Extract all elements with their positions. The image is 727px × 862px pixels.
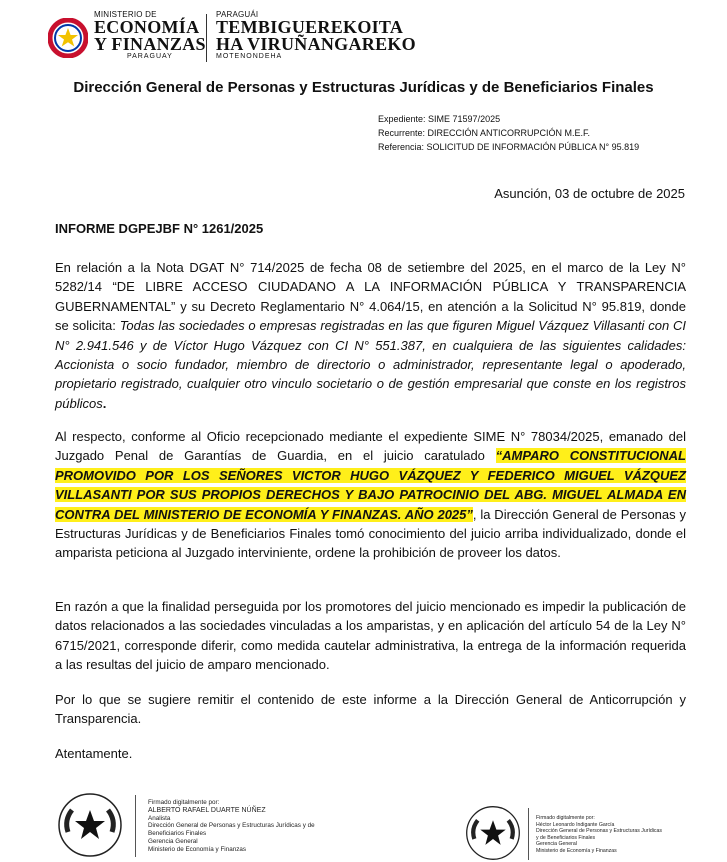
sig2-ministry: Ministerio de Economía y Finanzas: [536, 847, 617, 854]
closing: Atentamente.: [55, 746, 133, 761]
page-title: Dirección General de Personas y Estructuras Jurídicas y de Beneficiarios Finales: [73, 79, 654, 96]
sig2-dept: Gerencia General: [536, 841, 577, 848]
paragraph-1: [55, 258, 686, 413]
signature-1: [148, 799, 318, 854]
ministry-logo: [48, 10, 418, 66]
logo-small-right: PARAGUÁI: [216, 10, 259, 19]
paraguay-emblem-icon: [48, 18, 88, 58]
ref-recurrente: Recurrente: DIRECCIÓN ANTICORRUPCIÓN M.E.F.: [378, 127, 591, 138]
logo-line1-left: ECONOMÍA: [94, 17, 200, 37]
sig1-dept: Gerencia General: [148, 837, 198, 845]
informe-title: INFORME DGPEJBF N° 1261/2025: [55, 221, 264, 236]
ref-referencia: Referencia: SOLICITUD DE INFORMACIÓN PÚBLICA N° 95.819: [378, 141, 640, 152]
sig1-role: Analista: [148, 814, 171, 822]
sig2-name: Héctor Leonardo Indigante García: [536, 821, 615, 828]
p2-text: Al respecto, conforme al Oficio recepcionado mediante el expediente SIME N° 78034/2025, emanado del Juzgado Penal de Garantías de Guardia, en el juicio caratulado: [55, 429, 686, 464]
p2-highlighted-case: “AMPARO CONSTITUCIONAL PROMOVIDO POR LOS SEÑORES VICTOR HUGO VÁZQUEZ Y FEDERICO MIGUEL VÁZQUEZ VILLASANTI POR SUS PROPIOS DERECHOS Y BAJO PATROCINIO DEL ABG. MIGUEL ALMADA EN CONTRA DEL MINISTERIO DE ECONOMÍA Y FINANZAS. AÑO 2025”: [55, 448, 687, 522]
sig1-unit: Dirección General de Personas y Estructuras Jurídicas y de Beneficiarios Finales: [148, 822, 315, 838]
reference-block: [378, 113, 639, 154]
sig1-label: Firmado digitalmente por:: [148, 799, 220, 806]
document-date: Asunción, 03 de octubre de 2025: [494, 186, 685, 201]
logo-divider: [206, 14, 207, 62]
sig2-divider: [528, 808, 529, 860]
sig1-ministry: Ministerio de Economía y Finanzas: [148, 845, 246, 853]
logo-line2-left: Y FINANZAS: [94, 34, 206, 54]
signature-2: [536, 815, 666, 855]
ref-expediente: Expediente: SIME 71597/2025: [378, 114, 501, 124]
national-seal-icon: [50, 792, 130, 858]
logo-line2-right: HA VIRUÑANGAREKO: [216, 34, 416, 54]
sig2-unit: Dirección General de Personas y Estructuras Jurídicas y de Beneficiarios Finales: [536, 828, 662, 841]
logo-line1-right: TEMBIGUEREKOITA: [216, 17, 404, 37]
p1-text: En relación a la Nota DGAT N° 714/2025 de fecha 08 de setiembre del 2025, en el marco de la Ley N° 5282/14 “DE LIBRE ACCESO CIUDADANO A LA INFORMACIÓN PÚBLICA Y TRANSPARENCIA GUBERNAMENTAL” y su Decreto Reglamentario N° 4.064/15, en atención a la Solicitud N° 95.819, donde se solicita:: [55, 260, 686, 334]
logo-small-left: MINISTERIO DE: [94, 10, 157, 19]
sig1-name: ALBERTO RAFAEL DUARTE NÚÑEZ: [148, 806, 266, 814]
p2-comma: , la Dirección General de Personas y Estructuras Jurídicas y de Beneficiarios Finales tomó conocimiento del juicio arriba individualizado, donde el amparista peticiona al Juzgado interviniente, ordene la prohibición de proveer los datos.: [55, 506, 686, 561]
p1-end: .: [102, 395, 107, 411]
sig1-divider: [135, 795, 136, 857]
logo-bottom-left: PARAGUAY: [126, 53, 173, 60]
p1-quote: Todas las sociedades o empresas registradas en las que figuren Miguel Vázquez Villasanti con CI N° 2.941.546 y de Víctor Hugo Vázquez con CI N° 551.387, en cualquiera de las siguientes calidades: Accionista o socio fundador, miembro de directorio o administrador, representante legal o apoderado, propietario registrado, cualquier otro vinculo societario o de gestión empresarial que conste en los registros públicos: [55, 318, 686, 411]
paragraph-4: Por lo que se sugiere remitir el contenido de este informe a la Dirección General de Anticorrupción y Transparencia.: [55, 692, 686, 727]
logo-bottom-right: MOTENONDEHA: [216, 53, 283, 60]
sig2-label: Firmado digitalmente por:: [536, 815, 595, 821]
national-seal-icon: [458, 805, 528, 861]
paragraph-2: [55, 427, 686, 563]
paragraph-3: En razón a que la finalidad perseguida por los promotores del juicio mencionado es impedir la publicación de datos relacionados a las sociedades vinculadas a los amparistas, y en aplicación del artículo 54 de la Ley N° 6715/2021, corresponde diferir, como medida cautelar administrativa, la entrega de la información requerida a las resultas del juicio de amparo mencionado.: [55, 599, 686, 673]
